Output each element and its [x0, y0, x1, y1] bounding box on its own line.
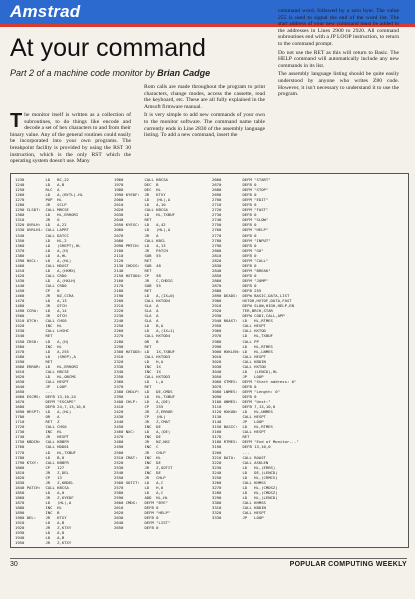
listing-line: 2750 DEFB 0 — [212, 222, 257, 228]
listing-line: 3000 HXKLEN: LD HL,LNMES — [212, 348, 273, 354]
listing-line: 2170 SUB 55 — [114, 282, 161, 288]
listing-line: 2820 DEFM "CALL" — [212, 257, 269, 263]
listing-line: 1620 LD HL,OBCMS — [15, 373, 76, 379]
listing-line: 2870 DEFB 0 — [212, 282, 257, 288]
listing-line: 3100 UNMES: DEFM "Unst:" — [212, 399, 271, 405]
column-3-paragraph-3: The assembly language listing should be quite easily understood by anyone who writes Z80 code. However, it isn't necessary to understand it to use the program. — [278, 71, 399, 98]
listing-line: 2050 KYESC: LD A,42 — [114, 222, 166, 228]
listing-line: 2400 CHLP: LD A,(DE) — [114, 399, 171, 405]
listing-line: 1910 LD A,B — [15, 520, 65, 526]
listing-line: 2690 DEFB 0 — [212, 192, 257, 198]
listing-line: 2580 LD A,C — [114, 489, 164, 495]
listing-line: 1270 POP HL — [15, 197, 62, 203]
listing-line: 2200 CALL HXTOD4 — [114, 298, 171, 304]
listing-line: 1510 OTCH: CALL CHS0 — [15, 318, 67, 324]
listing-line: 3010 CALL HESPT — [212, 353, 266, 359]
listing-line: 2130 CHDIG: SUB 48 — [114, 262, 161, 268]
listing-line: 1790 KTXY: CALL KBBFR — [15, 459, 69, 465]
listing-line: 1360 LD (SREPT),HL — [15, 242, 81, 248]
listing-line: 1390 HXCL: LD A,(HL) — [15, 257, 72, 263]
listing-line: 2330 INC IX — [114, 363, 161, 369]
listing-line: 2550 JR CHLP — [114, 474, 166, 480]
listing-line: 2860 DEFM "JUMP" — [212, 277, 269, 283]
listing-line: 1680 DEFB 24,7,13,10,0 — [15, 404, 86, 410]
listing-line: 1860 JR Z,KYEDF — [15, 494, 74, 500]
listing-line: 3120 HXKUN: LD HL,UNMES — [212, 409, 273, 415]
listing-line: 1470 LD A,13 — [15, 298, 67, 304]
listing-line: 1890 INC B — [15, 510, 60, 516]
listing-line: 2270 CALL HXTOD4 — [114, 333, 171, 339]
listing-line: 2060 LD (HL),A — [114, 227, 171, 233]
listing-line: 1990 KYEDF: JR KTXY — [114, 192, 166, 198]
listing-line: 2530 JR Z,GOTIT — [114, 464, 173, 470]
listing-line: 1410 LD A,(HXMX) — [15, 267, 76, 273]
listing-line: 2180 RET — [114, 288, 152, 294]
listing-line: 3270 LD HL,(CMDSZ) — [212, 484, 278, 490]
listing-line: 1230 LD BC,22 — [15, 177, 69, 182]
listing-line: 2780 DEFM "INPUT" — [212, 237, 271, 243]
listing-line: 2490 INC C — [114, 444, 159, 450]
listing-line: 3190 DEFB 13,10,0 — [212, 444, 271, 450]
listing-line: 1950 JR Z,KTXY — [15, 540, 72, 546]
listing-line: 1450 CP 0 — [15, 288, 60, 294]
listing-line: 2360 LD L,A — [114, 378, 164, 384]
listing-line: 1880 INC HL — [15, 505, 62, 511]
listing-line: 1280 JR SCLP — [15, 202, 67, 208]
listing-line: 2710 DEFB 0 — [212, 202, 257, 208]
listing-line: 1600 ERROR: LD HL,ERRORI — [15, 363, 79, 369]
listing-line: 1520 INC HL — [15, 323, 62, 329]
listing-line: 2450 INC DE — [114, 424, 161, 430]
listing-line: 1940 LD A,B — [15, 535, 65, 541]
listing-line: 3290 LD HL,(LENCD) — [212, 494, 278, 500]
listing-line: 1650 ... — [15, 388, 53, 394]
listing-line: 3240 LD DE,(LENCD) — [212, 469, 278, 475]
column-2-paragraph-1: Rom calls are made throughout the program to print characters, change modes, access the cassette, read the keyboard, etc. These are all fully explained in the Amsoft firmware manual. — [144, 84, 265, 110]
listing-line: 2160 JR C,CHDIG — [114, 277, 173, 283]
listing-line: 2440 JR Z,CMAT — [114, 419, 171, 425]
code-listing — [10, 173, 409, 548]
listing-line: 2030 LD HL,TXBUF — [114, 212, 175, 218]
listing-line: 1400 CALL HDXST — [15, 262, 69, 268]
listing-line: 1440 CALL CRD0 — [15, 282, 67, 288]
listing-line: 2520 INC DE — [114, 459, 161, 465]
listing-line: 2850 DEFB 0 — [212, 272, 257, 278]
column-1-text: he monitor itself is written as a collection of subroutines, to do things like encode and decode a set of hex characters to and from their binary value. Any of the general routines could easily be incorporated into your own programs. The breakpoint facility is provided by using the RST 30 instruction, which is the only RST which the operating system doesn't use. Many — [10, 112, 131, 165]
listing-line: 1870 LD (HL),A — [15, 500, 72, 505]
listing-line: 2790 DEFB 0 — [212, 242, 257, 248]
listing-column-3 — [212, 177, 299, 520]
listing-line: 2660 DEFM "START" — [212, 177, 271, 182]
listing-line: 1330 OVRLH1: CALL LAPRT — [15, 227, 69, 233]
listing-line: 1710 RET Z — [15, 419, 60, 425]
listing-line: 2570 LD H,0 — [114, 484, 164, 490]
article-column-1 — [10, 112, 131, 167]
listing-line: 2840 DEFM "BREAK" — [212, 267, 271, 273]
listing-line: 1310 JR O — [15, 217, 60, 223]
listing-line: 1420 CALL CRD0 — [15, 272, 67, 278]
listing-line: 2150 HXTOD4: CP 58 — [114, 272, 161, 278]
listing-line: 2000 LD (HL),A — [114, 197, 171, 203]
listing-line: 2390 LD HL,TXBUF — [114, 394, 175, 400]
listing-line: 1460 JR NZ,CCRA — [15, 293, 74, 299]
listing-line: 2460 NXC: LD A,(DE) — [114, 429, 171, 435]
listing-line: 1250 RLC A — [15, 187, 60, 193]
column-3-paragraph-2: Do not use the RET as this will return to Basic. The HELP command will automatically include any new commands in its list. — [278, 49, 399, 69]
listing-line: 2280 OR B — [114, 338, 159, 344]
listing-line: 2140 RET — [114, 267, 152, 273]
listing-line: 1590 RET — [15, 358, 53, 364]
listing-line: 2500 JR CHLP — [114, 449, 166, 455]
listing-line: 2610 DEFB 0 — [114, 505, 159, 511]
listing-line: 2970 LD HL,TXBUF — [212, 333, 273, 339]
section-title: Amstrad — [10, 2, 81, 21]
column-1-paragraph — [10, 112, 131, 165]
listing-line: 2740 DEFM "SLOW" — [212, 217, 269, 223]
listing-line: 2700 DEFM "EDIT" — [212, 197, 269, 203]
listing-line: 2040 RET — [114, 217, 152, 223]
listing-line: 1260 LD A,(BYTL).HL — [15, 192, 83, 198]
listing-line: 2760 DEFM "HELP" — [212, 227, 269, 233]
listing-line: 2240 SLA A — [114, 318, 159, 324]
listing-column-1 — [15, 177, 85, 545]
listing-line: 1300 LD HL,ERRORI — [15, 212, 79, 218]
listing-line: 2010 LD A,10 — [114, 202, 166, 208]
listing-line: 3210 DATA: CALL ROAST — [212, 454, 266, 460]
listing-line: 1830 JR Z,KBDEL — [15, 479, 74, 485]
listing-line: 2230 SLA A — [114, 313, 159, 319]
listing-line: 1700 OR A — [15, 414, 60, 420]
article-column-2 — [144, 84, 265, 141]
standfirst-prefix: Part 2 of a machine code monitor by — [10, 68, 158, 78]
listing-line: 2730 DEFB 0 — [212, 212, 257, 218]
listing-line: 2220 SLA A — [114, 308, 159, 314]
publication-name: POPULAR COMPUTING WEEKLY — [289, 561, 407, 568]
listing-line: 2020 CALL KBCSA — [114, 207, 168, 213]
listing-line: 3230 LD HL,(ERRS) — [212, 464, 276, 470]
listing-line: 1500 JR OTCH — [15, 313, 67, 319]
listing-line: 2090 PMTCH: LD A,13 — [114, 242, 166, 248]
listing-line: 2880 DEFB 255 — [212, 288, 262, 294]
listing-line: 2290 RET — [114, 343, 152, 349]
listing-line: 1530 CALL LHIHC — [15, 328, 69, 334]
listing-line: 2910 DEFW SLOW,HIGH,HELP,EN — [212, 303, 294, 309]
listing-line: 2100 JR PATCH — [114, 247, 168, 253]
column-3-paragraph-1: command word, followed by a zero byte. The value 255 is used to signal the end of the word list. The start address of your new command must be added to the addresses in Lines 2900 to 2920. All command subroutines end with a JP LOOP instruction, to return to the command prompt. — [278, 8, 399, 47]
listing-line: 2680 DEFM "STOP" — [212, 187, 269, 193]
listing-line: 2640 DEFM "LIST" — [114, 520, 171, 526]
listing-line: 1730 INC HL — [15, 429, 62, 435]
listing-line: 1810 JR Z,DEL — [15, 469, 69, 475]
listing-line: 1490 CCRA: LD A,14 — [15, 308, 67, 314]
drop-cap: T — [10, 110, 23, 132]
listing-line: 1430 LD A,(HXLH) — [15, 277, 76, 283]
listing-line: 1340 CALL DATCC — [15, 232, 69, 238]
listing-line: 2370 RET — [114, 383, 152, 389]
article-standfirst — [10, 68, 210, 78]
listing-line: 1240 LD A,B — [15, 182, 65, 188]
listing-line: 1570 LD A,255 — [15, 348, 69, 354]
listing-line: 1970 DEC B — [114, 182, 159, 188]
listing-line: 1960 CALL KBCSA — [114, 177, 168, 182]
listing-line: 3030 CALL HXTOD — [212, 363, 266, 369]
listing-line: 1770 LD HL,TXBUF — [15, 449, 76, 455]
listing-line: 1850 LD A,0 — [15, 489, 65, 495]
listing-line: 1720 CALL CHS0 — [15, 424, 67, 430]
listing-line: 1670 DEFM "ESCAPE" — [15, 399, 76, 405]
listing-line: 2990 LD HL,RTMES — [212, 343, 273, 349]
listing-line: 1350 LD HL,2 — [15, 237, 67, 243]
article-author: Brian Cadge — [157, 68, 211, 78]
listing-line: 2250 LD B,A — [114, 323, 164, 329]
listing-line: 3220 CALL ASKLEN — [212, 459, 269, 465]
listing-line: 1640 JP LOOP — [15, 383, 67, 389]
column-2-paragraph-2: It is very simple to add new commands of your own to the monitor software. The command name table currently ends in Line 2830 of the assembly language listing. To add a new command, insert the — [144, 112, 265, 139]
listing-line: 1760 CALL HDD01 — [15, 444, 69, 450]
listing-line: 2940 ROAST: LD HL,RTMES — [212, 318, 273, 324]
listing-line: 2800 DEFM "GO" — [212, 247, 264, 253]
listing-line: 2720 DEFM "FAST" — [212, 207, 269, 213]
listing-line: 2340 INC IX — [114, 368, 161, 374]
listing-line: 3260 CALL KHMSS — [212, 479, 266, 485]
listing-line: 1610 CALL HBCSE — [15, 368, 69, 374]
listing-line: 3080 LNMES: DEFM "Length: 0" — [212, 388, 280, 394]
listing-line: 2810 DEFB 0 — [212, 252, 257, 258]
listing-line: 1840 PATCH: CALL KBCSA — [15, 484, 69, 490]
listing-line: 3040 LD (LENCD),HL — [212, 368, 278, 374]
listing-line: 1540 RET — [15, 333, 53, 339]
listing-line: 2920 TER,BRCH,STAR — [212, 308, 273, 314]
listing-line: 2350 CALL HXTOD3 — [114, 373, 171, 379]
listing-line: 3280 LD HL,(CMDSZ) — [212, 489, 278, 495]
listing-line: 2080 CALL KBCL — [114, 237, 166, 243]
listing-line: 1580 LD (SREP),A — [15, 353, 76, 359]
listing-line: 2600 CMDS: DEFM "BYE" — [114, 500, 168, 505]
listing-line: 1370 LD A,(H) — [15, 247, 69, 253]
listing-line: 2890 DEADS: DEFW BASIC,DATA,LIST — [212, 293, 290, 299]
page-footer — [10, 561, 407, 573]
page-number: 30 — [10, 561, 18, 568]
listing-line: 1780 LD B,0 — [15, 454, 65, 460]
listing-line: 3050 JP LOOP — [212, 373, 264, 379]
listing-line: 1930 LD A,8 — [15, 530, 65, 536]
listing-line: 2420 JR Z,ERROR — [114, 409, 173, 415]
article-headline: At your command — [10, 34, 206, 62]
listing-line: 3140 JP LOOP — [212, 419, 264, 425]
listing-line: 2380 CHDLP: LD DE,CMDS — [114, 388, 173, 394]
listing-line: 2430 CP (HL) — [114, 414, 166, 420]
listing-line: 3200 ... — [212, 449, 250, 455]
listing-line: 2480 JR NZ,NXC — [114, 439, 171, 445]
listing-line: 2510 CMAT: INC HL — [114, 454, 161, 460]
listing-line: 2950 CALL HESPT — [212, 323, 266, 329]
listing-line: 1480 JR OTCH — [15, 303, 67, 309]
listing-line: 3170 RET — [212, 434, 250, 440]
footer-rule — [10, 558, 407, 559]
listing-line: 2930 DEFW CODI,CALL,APP — [212, 313, 285, 319]
listing-line: 1690 HESPT: LD A,(HL) — [15, 409, 72, 415]
listing-line: 3130 CALL HESPT — [212, 414, 266, 420]
listing-line: 3060 STMES: DEFM "Start address: 0" — [212, 378, 297, 384]
listing-line: 1550 CRS0: LD A,(H) — [15, 338, 69, 344]
listing-line: 3090 DEFB 0 — [212, 394, 257, 400]
article-column-3 — [278, 8, 399, 100]
listing-line: 1900 DEL: JR KTXY — [15, 515, 67, 521]
listing-line: 2320 LD H,A — [114, 358, 164, 364]
listing-line: 3330 JP LOOP — [212, 515, 264, 521]
listing-line: 2470 INC DE — [114, 434, 161, 440]
listing-line: 3180 RTMES: DEFM "End of Monitor..." — [212, 439, 299, 445]
listing-line: 1980 DEC HL — [114, 187, 161, 193]
listing-line: 1290 CLSDT: CALL MBCSE — [15, 207, 69, 213]
listing-line: 3110 DEFB 7,13,10,0 — [212, 404, 276, 410]
listing-line: 3020 CALL KBDIN — [212, 358, 266, 364]
listing-line: 2260 LD A,(IX+1) — [114, 328, 175, 334]
listing-line: 1820 CP 13 — [15, 474, 62, 480]
listing-line: 2070 JR A — [114, 232, 159, 238]
listing-line: 3070 DEFB 0 — [212, 383, 257, 389]
listing-line: 2770 DEFB 0 — [212, 232, 257, 238]
listing-line: 2410 CP 255 — [114, 404, 164, 410]
listing-line: 1740 JR HESPT — [15, 434, 69, 440]
listing-line: 2900 HXTOH,HXTOF,DATA,FAST — [212, 298, 292, 304]
listing-line: 3300 CALL KHMSS — [212, 500, 266, 505]
listing-line: 3320 CALL HESPT — [212, 510, 266, 516]
listing-line: 2590 ADD HL,HL — [114, 494, 168, 500]
listing-line: 1380 LD A,HL — [15, 252, 67, 258]
listing-line: 2620 DEFM "HELP" — [114, 510, 171, 516]
listing-line: 2210 SLA A — [114, 303, 159, 309]
listing-line: 2540 INC DE — [114, 469, 161, 475]
listing-line: 1660 ESCMS: DEFB 13,10,24 — [15, 394, 76, 400]
listing-line: 2830 DEFB 0 — [212, 262, 257, 268]
listing-line: 2980 CALL PP — [212, 338, 259, 344]
listing-line: 2300 HXTOD5: LD IX,TXBUF — [114, 348, 175, 354]
listing-line: 2670 DEFB 0 — [212, 182, 257, 188]
listing-line: 1320 OVRLH: LD A,22 — [15, 222, 67, 228]
listing-line: 2190 LD A,(IX+0) — [114, 293, 175, 299]
listing-line: 2560 GOTIT: LD A,C — [114, 479, 164, 485]
listing-line: 3310 CALL KBDIN — [212, 505, 266, 511]
listing-line: 2110 SUB 55 — [114, 252, 161, 258]
listing-line: 1920 JR Z,KTXY — [15, 525, 72, 531]
listing-column-2 — [114, 177, 175, 530]
listing-line: 1750 KBDIN: CALL KBBFR — [15, 439, 69, 445]
listing-line: 1560 INC HL — [15, 343, 62, 349]
listing-line: 2650 DEFB 0 — [114, 525, 159, 531]
listing-line: 2120 RET — [114, 257, 152, 263]
listing-line: 3250 LD HL,(CRMCS) — [212, 474, 278, 480]
listing-line: 3150 BASIC: LD HL,RTMES — [212, 424, 273, 430]
listing-line: 1800 CP 127 — [15, 464, 65, 470]
listing-line: 1630 CALL HESPT — [15, 378, 69, 384]
listing-line: 2960 CALL HXTOD — [212, 328, 266, 334]
listing-line: 2630 DEFB 0 — [114, 515, 159, 521]
listing-line: 3160 CALL HESPT — [212, 429, 266, 435]
listing-line: 2310 CALL HXTOD3 — [114, 353, 171, 359]
